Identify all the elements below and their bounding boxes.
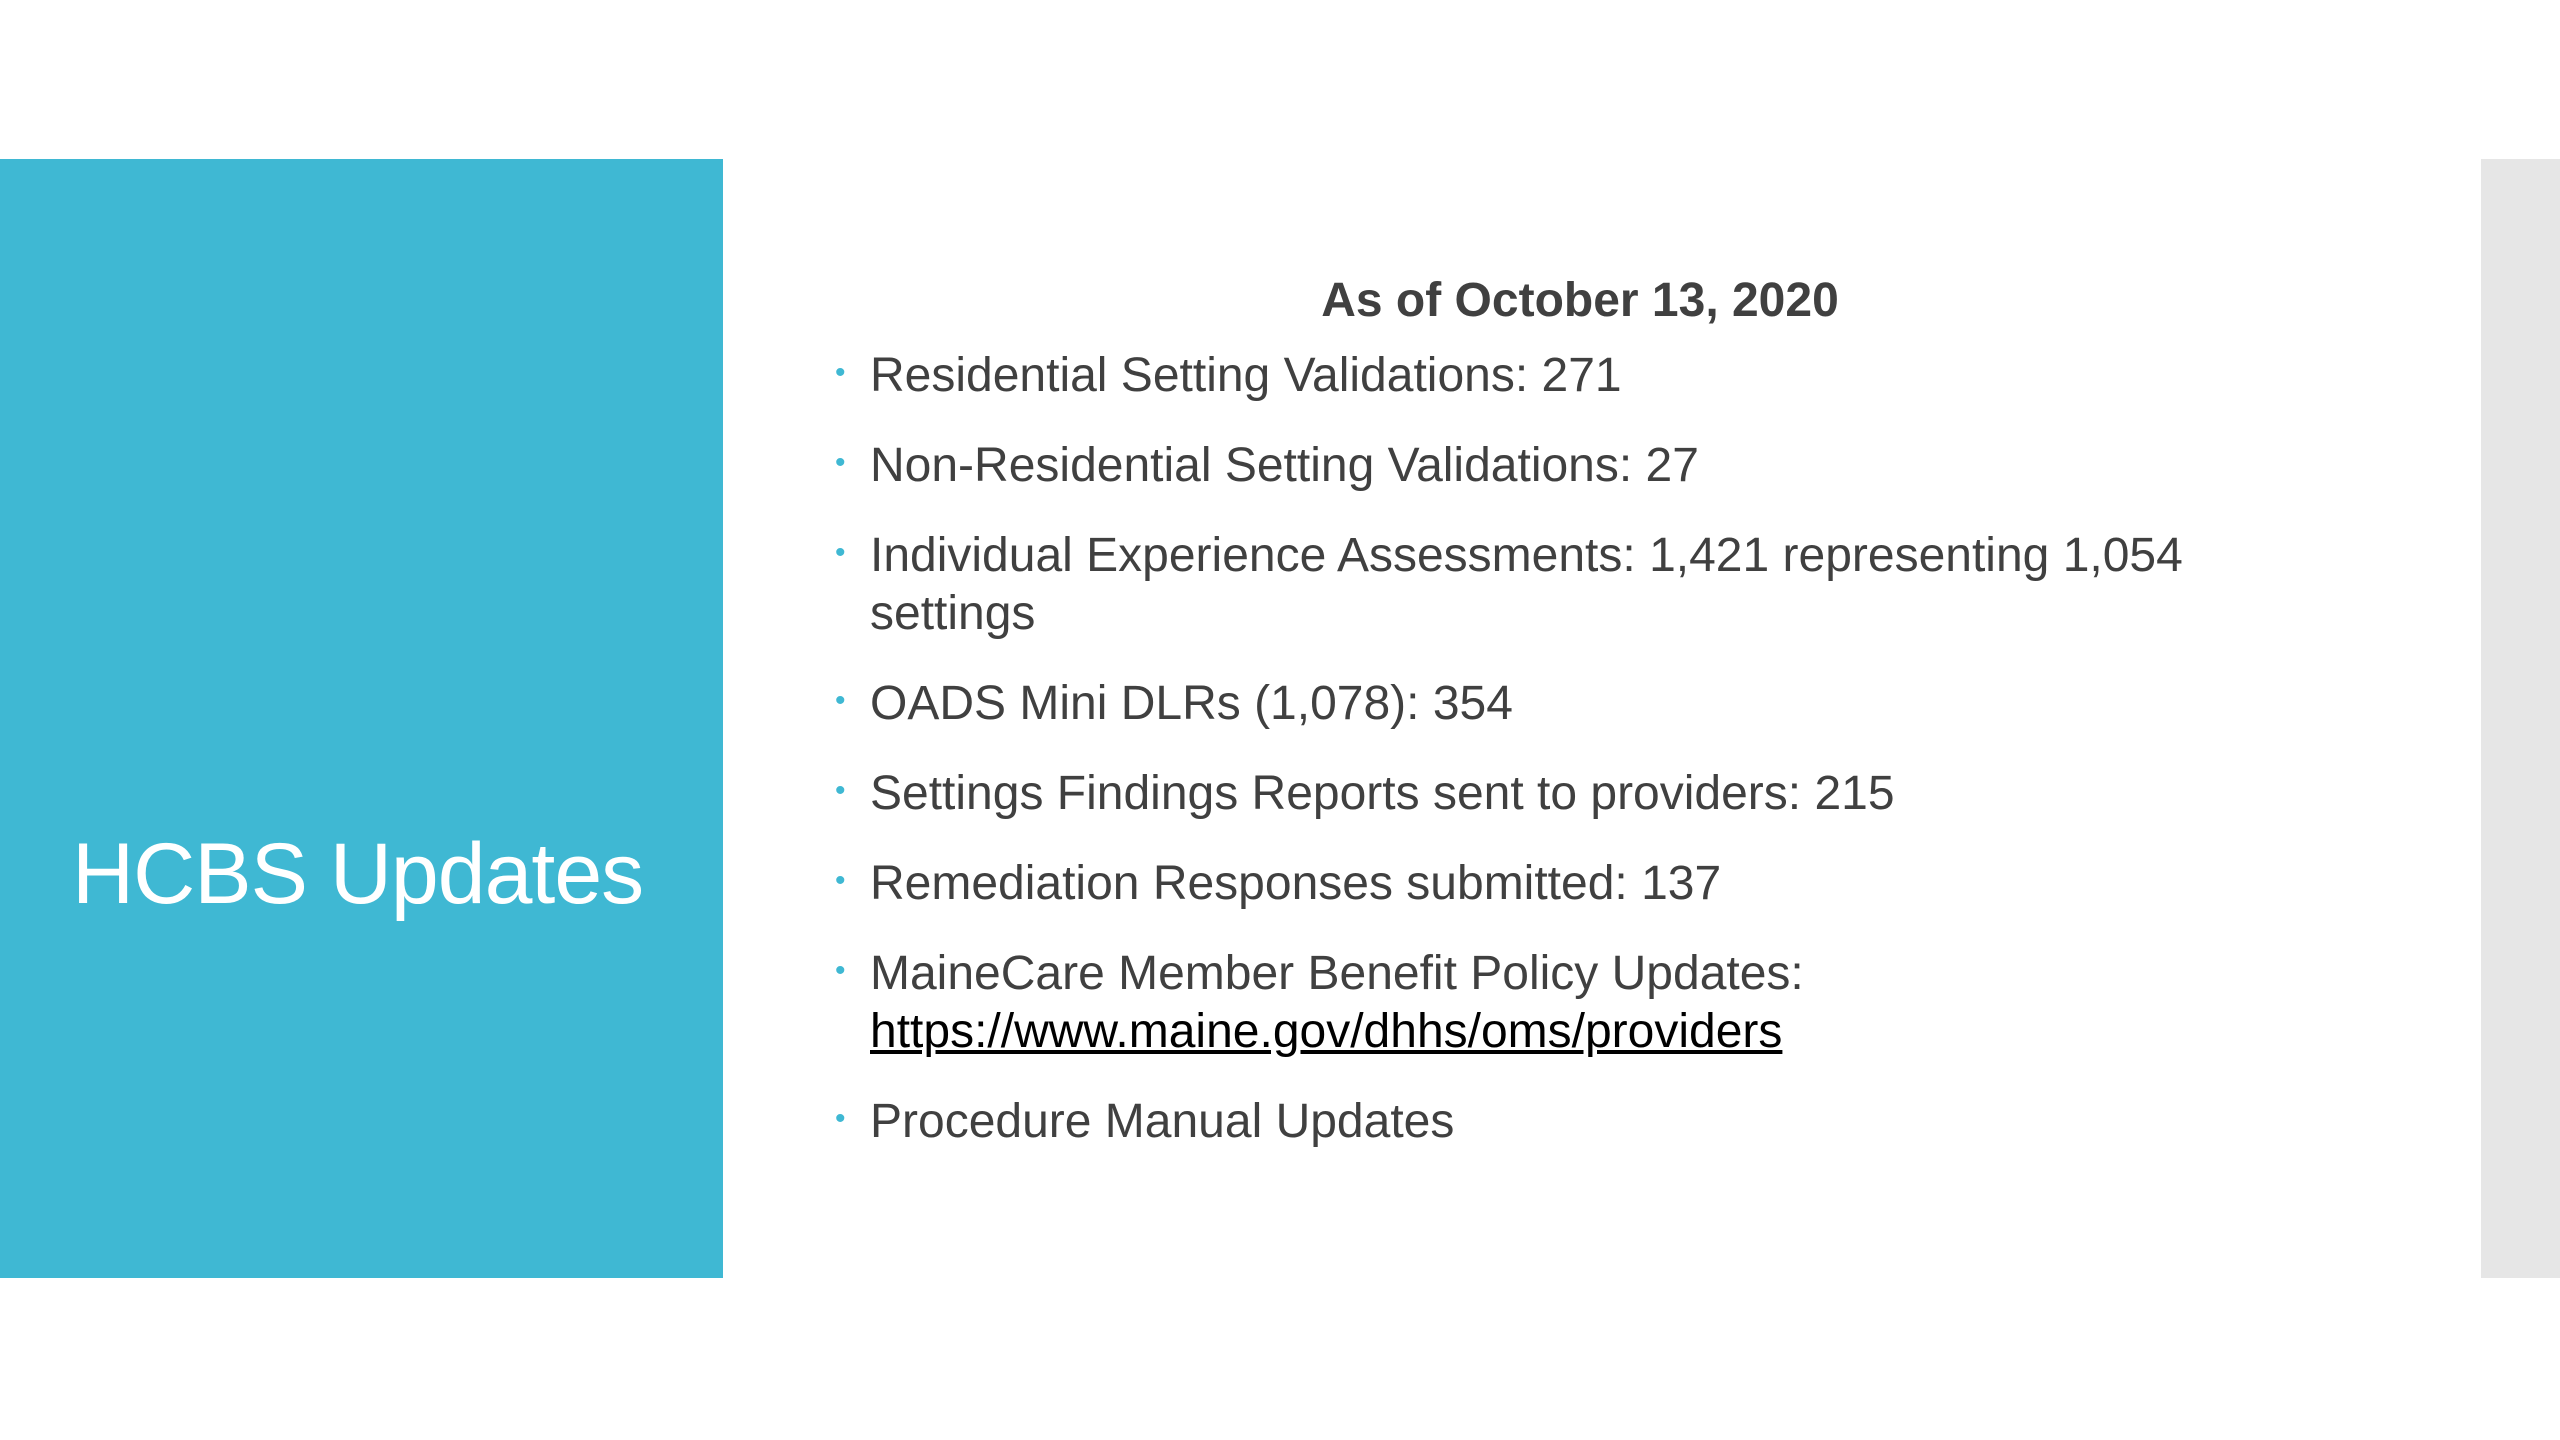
bullet-dot-icon: • [835, 864, 846, 897]
bullet-item [830, 945, 2230, 1061]
right-decorative-strip [2481, 159, 2560, 1278]
bullet-list [830, 347, 2230, 1151]
bullet-text: OADS Mini DLRs (1,078): 354 [870, 677, 1513, 730]
slide-title: HCBS Updates [72, 826, 644, 922]
bullet-item [830, 527, 2230, 643]
bullet-dot-icon: • [835, 446, 846, 479]
slide-subtitle: As of October 13, 2020 [1321, 274, 1839, 327]
bullet-item [830, 855, 2230, 913]
title-panel [0, 159, 723, 1278]
bullet-text: Remediation Responses submitted: 137 [870, 857, 1722, 910]
bullet-dot-icon: • [835, 684, 846, 717]
bullet-text: Settings Findings Reports sent to providers: 215 [870, 767, 1895, 820]
bullet-item [830, 1093, 2230, 1151]
bullet-text: Residential Setting Validations: 271 [870, 349, 1622, 402]
bullet-text: MaineCare Member Benefit Policy Updates: [870, 947, 1804, 1000]
content-area [830, 265, 2230, 1183]
bullet-text: Individual Experience Assessments: 1,421 representing 1,054 settings [870, 529, 2183, 640]
bullet-text: Procedure Manual Updates [870, 1095, 1455, 1148]
bullet-dot-icon: • [835, 954, 846, 987]
bullet-dot-icon: • [835, 356, 846, 389]
bullet-dot-icon: • [835, 536, 846, 569]
policy-updates-link[interactable]: https://www.maine.gov/dhhs/oms/providers [870, 1005, 1783, 1058]
bullet-item [830, 675, 2230, 733]
bullet-item [830, 347, 2230, 405]
bullet-item [830, 437, 2230, 495]
bullet-dot-icon: • [835, 774, 846, 807]
bullet-dot-icon: • [835, 1102, 846, 1135]
bullet-item [830, 765, 2230, 823]
bullet-text: Non-Residential Setting Validations: 27 [870, 439, 1699, 492]
